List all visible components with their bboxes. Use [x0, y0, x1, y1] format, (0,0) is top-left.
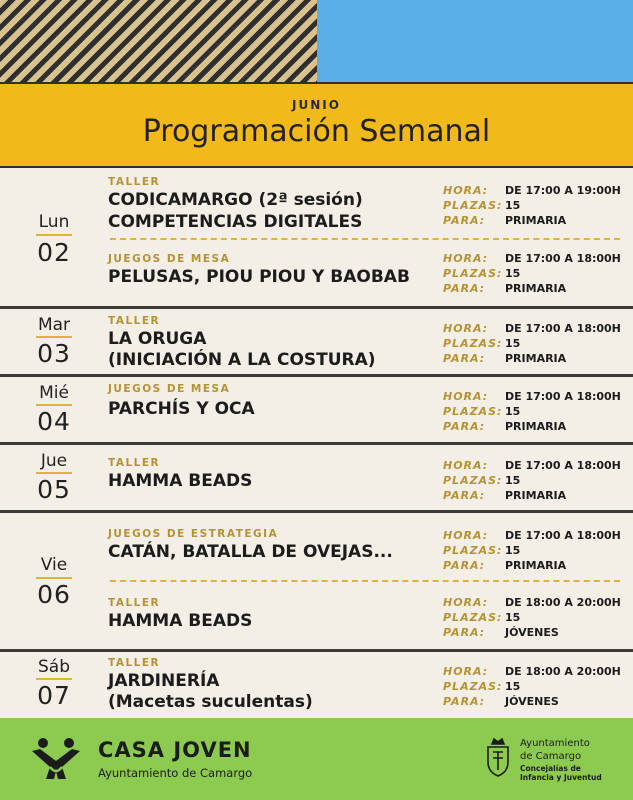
top-band	[0, 0, 633, 82]
plazas-value: 15	[505, 337, 521, 350]
plazas-value: 15	[505, 611, 521, 624]
para-value: PRIMARIA	[505, 214, 567, 227]
para-value: PRIMARIA	[505, 559, 567, 572]
plazas-label: PLAZAS:	[443, 405, 503, 418]
day-number: 04	[37, 407, 71, 436]
day-number: 06	[37, 580, 71, 609]
day-name: Lun	[38, 212, 70, 232]
para-value: JÓVENES	[505, 626, 559, 639]
activity-subtitle: (INICIACIÓN A LA COSTURA)	[108, 350, 376, 370]
para-value: PRIMARIA	[505, 352, 567, 365]
day-number: 02	[37, 238, 71, 267]
para-label: PARA:	[443, 282, 486, 295]
day-underline	[36, 678, 72, 680]
ayuntamiento-line1: Ayuntamiento	[520, 738, 590, 749]
activity-category: TALLER	[108, 597, 161, 609]
hora-value: DE 18:00 A 20:00H	[505, 596, 621, 609]
hora-value: DE 17:00 A 18:00H	[505, 459, 621, 472]
day-row-sab	[0, 652, 633, 718]
activity-category: TALLER	[108, 657, 161, 669]
day-underline	[36, 336, 72, 338]
hora-label: HORA:	[443, 322, 489, 335]
day-label	[0, 377, 108, 442]
hatch-pattern	[0, 0, 317, 82]
hora-label: HORA:	[443, 184, 489, 197]
activity-title: PELUSAS, PIOU PIOU Y BAOBAB	[108, 267, 410, 287]
activity-divider	[110, 580, 620, 582]
activity-title: JARDINERÍA	[108, 671, 220, 691]
para-label: PARA:	[443, 695, 486, 708]
day-label	[0, 513, 108, 649]
activity-category: JUEGOS DE MESA	[108, 253, 231, 265]
plazas-label: PLAZAS:	[443, 680, 503, 693]
brand-name: CASA JOVEN	[98, 738, 252, 762]
para-label: PARA:	[443, 489, 486, 502]
hora-label: HORA:	[443, 459, 489, 472]
day-underline	[36, 404, 72, 406]
day-name: Vie	[40, 555, 68, 575]
activity-title: HAMMA BEADS	[108, 471, 253, 491]
activity-category: JUEGOS DE ESTRATEGIA	[108, 528, 279, 540]
hora-value: DE 17:00 A 19:00H	[505, 184, 621, 197]
day-label	[0, 309, 108, 374]
day-row-vie	[0, 513, 633, 652]
hora-value: DE 17:00 A 18:00H	[505, 390, 621, 403]
day-underline	[36, 577, 72, 579]
day-label	[0, 445, 108, 510]
hora-label: HORA:	[443, 596, 489, 609]
casa-joven-logo-icon	[30, 737, 82, 781]
hora-value: DE 17:00 A 18:00H	[505, 322, 621, 335]
plazas-label: PLAZAS:	[443, 199, 503, 212]
day-label	[0, 168, 108, 306]
blue-block	[317, 0, 633, 82]
activity-category: TALLER	[108, 457, 161, 469]
activity-subtitle: (Macetas suculentas)	[108, 692, 313, 712]
plazas-label: PLAZAS:	[443, 267, 503, 280]
para-value: PRIMARIA	[505, 489, 567, 502]
plazas-value: 15	[505, 544, 521, 557]
activity-category: JUEGOS DE MESA	[108, 383, 231, 395]
activity-title: PARCHÍS Y OCA	[108, 399, 255, 419]
plazas-value: 15	[505, 267, 521, 280]
day-name: Mié	[39, 383, 69, 403]
hora-label: HORA:	[443, 529, 489, 542]
day-row-mie	[0, 377, 633, 445]
plazas-value: 15	[505, 405, 521, 418]
concejalias-line2: Infancia y Juventud	[520, 773, 602, 782]
plazas-value: 15	[505, 474, 521, 487]
activity-category: TALLER	[108, 315, 161, 327]
hora-value: DE 17:00 A 18:00H	[505, 529, 621, 542]
plazas-label: PLAZAS:	[443, 474, 503, 487]
plazas-value: 15	[505, 680, 521, 693]
day-name: Mar	[37, 315, 71, 335]
activity-subtitle: COMPETENCIAS DIGITALES	[108, 212, 363, 232]
header	[0, 82, 633, 168]
ayuntamiento-line2: de Camargo	[520, 751, 582, 762]
plazas-value: 15	[505, 199, 521, 212]
para-value: JÓVENES	[505, 695, 559, 708]
activity-title: CATÁN, BATALLA DE OVEJAS...	[108, 542, 393, 562]
para-value: PRIMARIA	[505, 282, 567, 295]
page-title: Programación Semanal	[142, 114, 491, 149]
para-label: PARA:	[443, 626, 486, 639]
para-label: PARA:	[443, 420, 486, 433]
day-number: 07	[37, 681, 71, 710]
day-row-mar	[0, 309, 633, 377]
day-underline	[36, 472, 72, 474]
plazas-label: PLAZAS:	[443, 544, 503, 557]
month-label: JUNIO	[292, 98, 341, 112]
para-label: PARA:	[443, 559, 486, 572]
day-row-lun	[0, 168, 633, 309]
plazas-label: PLAZAS:	[443, 337, 503, 350]
hora-label: HORA:	[443, 665, 489, 678]
para-label: PARA:	[443, 214, 486, 227]
day-underline	[36, 234, 72, 236]
activity-divider	[110, 238, 620, 240]
day-number: 03	[37, 339, 71, 368]
para-value: PRIMARIA	[505, 420, 567, 433]
day-name: Sáb	[38, 657, 70, 677]
hora-label: HORA:	[443, 252, 489, 265]
hora-value: DE 18:00 A 20:00H	[505, 665, 621, 678]
brand-subtitle: Ayuntamiento de Camargo	[98, 766, 253, 780]
plazas-label: PLAZAS:	[443, 611, 503, 624]
activity-category: TALLER	[108, 176, 161, 188]
activity-title: HAMMA BEADS	[108, 611, 253, 631]
para-label: PARA:	[443, 352, 486, 365]
day-label	[0, 652, 108, 718]
activity-title: CODICAMARGO (2ª sesión)	[108, 190, 363, 210]
hora-label: HORA:	[443, 390, 489, 403]
day-row-jue	[0, 445, 633, 513]
day-number: 05	[37, 475, 71, 504]
hora-value: DE 17:00 A 18:00H	[505, 252, 621, 265]
concejalias-line1: Concejalías de	[520, 764, 581, 773]
day-name: Jue	[40, 451, 68, 471]
activity-title: LA ORUGA	[108, 329, 207, 349]
crest-icon	[484, 736, 512, 778]
